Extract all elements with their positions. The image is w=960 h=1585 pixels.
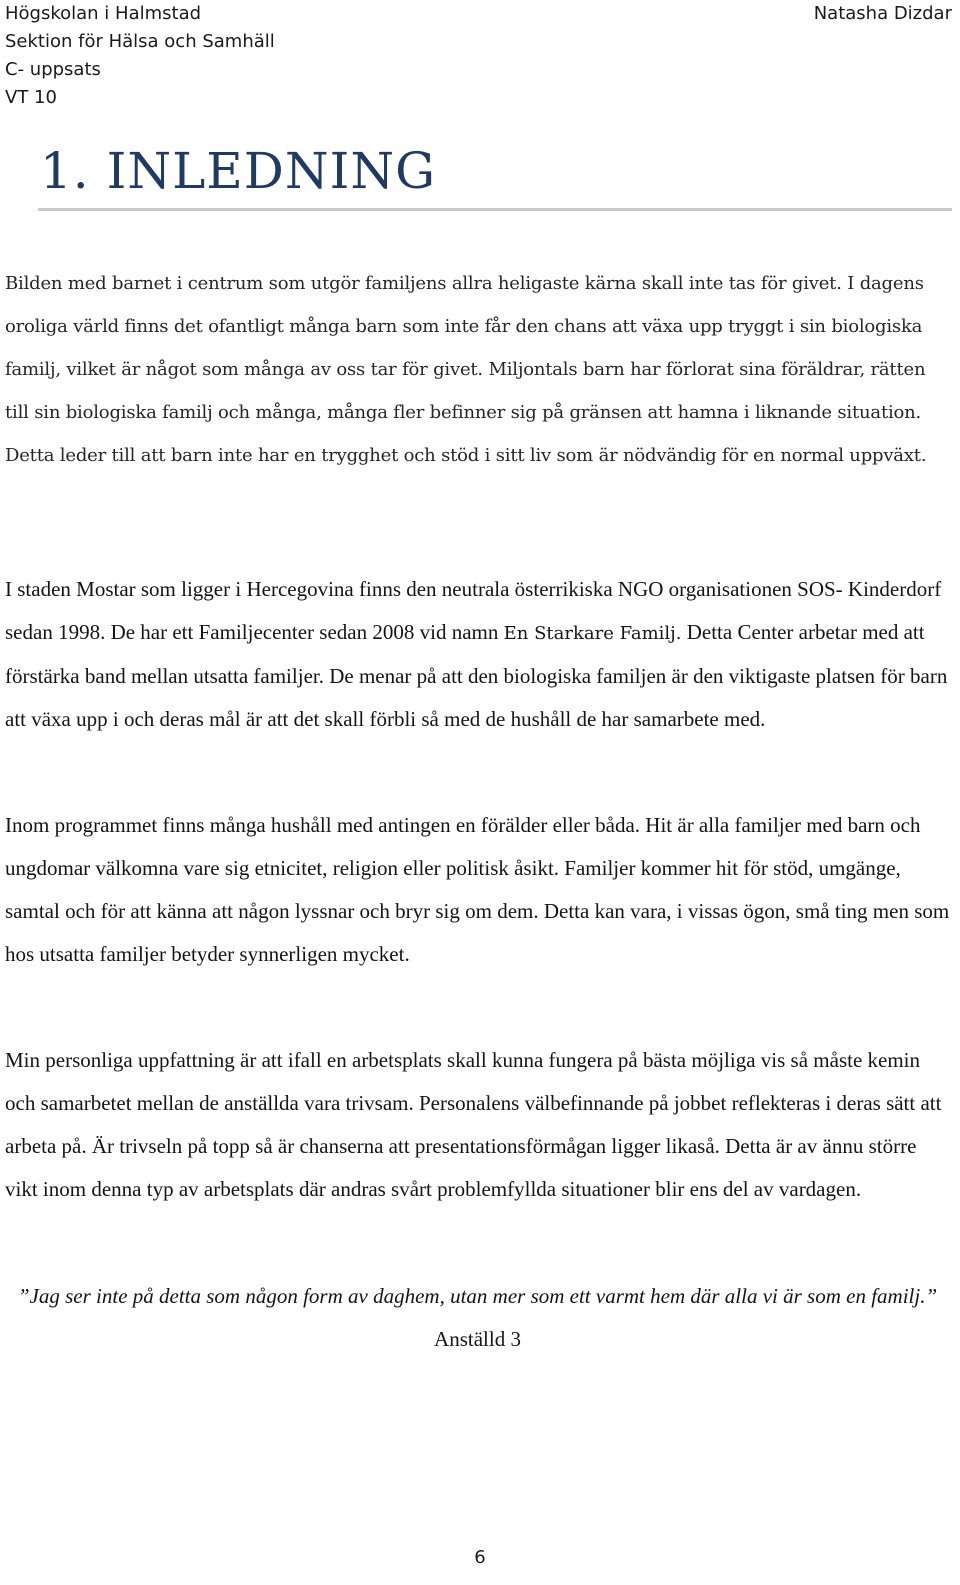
paragraph-3: Inom programmet finns många hushåll med antingen en förälder eller båda. Hit är alla familjer med barn och ungdomar välkomna vare sig etnicitet, religion eller politisk åsikt. Familjer kommer hit för stöd, umgänge, samtal och för att känna att någon lyssnar och bryr sig om dem. Detta kan vara, i vissas ögon, små ting men som hos utsatta familjer betyder synnerligen mycket. [5, 813, 950, 966]
paragraph-2 [5, 568, 950, 741]
page-number: 6 [474, 1547, 486, 1568]
quote-text: ”Jag ser inte på detta som någon form av daghem, utan mer som ett varmt hem där alla vi är som en familj.” [17, 1284, 938, 1308]
running-header-left [5, 0, 275, 112]
paragraph-2-text-b: Detta Center arbetar med att förstärka band mellan utsatta familjer. De menar på att den biologiska familjen är den viktigaste platsen för barn att växa upp i och deras mål är att det skall förbli så med de hushåll de har samarbete med. [5, 620, 948, 731]
paragraph-4: Min personliga uppfattning är att ifall en arbetsplats skall kunna fungera på bästa möjliga vis så måste kemin och samarbetet mellan de anställda vara trivsam. Personalens välbefinnande på jobbet reflekteras i deras sätt att arbeta på. Är trivseln på topp så är chanserna att presentationsförmågan ligger likaså. Detta är av ännu större vikt inom denna typ av arbetsplats där andras svårt problemfyllda situationer blir ens del av vardagen. [5, 1048, 942, 1201]
paragraph-2-text-a: I staden Mostar som ligger i Hercegovina finns den neutrala österrikiska NGO organisationen SOS- Kinderdorf sedan 1998. De har ett Familjecenter sedan 2008 vid namn [5, 577, 942, 644]
header-term: VT 10 [5, 87, 57, 108]
header-course: C- uppsats [5, 59, 101, 80]
organisation-name: En Starkare Familj. [503, 623, 682, 644]
header-author: Natasha Dizdar [813, 3, 952, 24]
heading-underline [38, 208, 952, 211]
quote-attribution: Anställd 3 [434, 1327, 521, 1351]
header-institution: Högskolan i Halmstad [5, 3, 202, 24]
block-quote [5, 1275, 950, 1361]
section-heading: 1. INLEDNING [40, 142, 437, 200]
paragraph-1: Bilden med barnet i centrum som utgör familjens allra heligaste kärna skall inte tas för givet. I dagens oroliga värld finns det ofantligt många barn som inte får den chans att växa upp tryggt i sin biologiska familj, vilket är något som många av oss tar för givet. Miljontals barn har förlorat sina föräldrar, rätten till sin biologiska familj och många, många fler befinner sig på gränsen att hamna i liknande situation. Detta leder till att barn inte har en trygghet och stöd i sitt liv som är nödvändig för en normal uppväxt. [5, 273, 927, 466]
header-section: Sektion för Hälsa och Samhäll [5, 31, 275, 52]
